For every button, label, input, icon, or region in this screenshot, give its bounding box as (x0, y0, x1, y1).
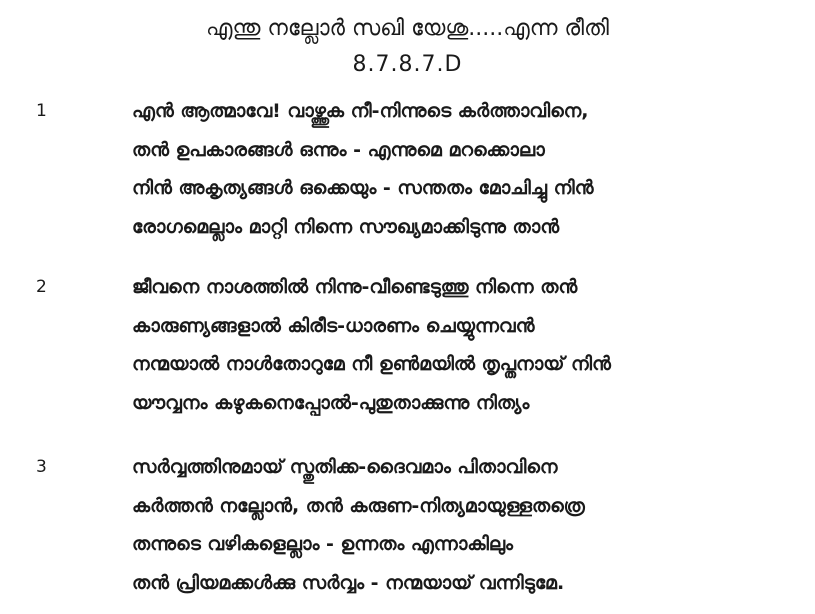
verse-line: എൻ ആത്മാവേ! വാഴ്ത്തുക നീ-നിന്നുടെ കർത്താവിനെ, (132, 100, 589, 122)
verse-line: തൻ ഉപകാരങ്ങൾ ഒന്നും - എന്നുമെ മറക്കൊലാ (132, 138, 545, 161)
verse-line: ജീവനെ നാശത്തിൽ നിന്നു-വീണ്ടെടുത്തു നിന്നെ തൻ (132, 276, 578, 298)
verse-line: തൻ പ്രിയമക്കൾക്കു സർവ്വം - നന്മയായ് വന്നിടുമേ. (132, 571, 565, 594)
verse-line: കാരുണ്യങ്ങളാൽ കിരീട-ധാരണം ചെയ്യുന്നവൻ (132, 314, 535, 337)
stanza-lines (132, 268, 802, 422)
verse-line: നിൻ അകൃത്യങ്ങൾ ഒക്കെയും - സന്തതം മോചിച്ചു നിൻ (132, 177, 594, 199)
stanza-lines (132, 92, 802, 246)
verse-line: രോഗമെല്ലാം മാറ്റി നിന്നെ സൗഖ്യമാക്കിടുന്നു താൻ (132, 215, 560, 238)
meter-label: 8.7.8.7.D (352, 52, 463, 77)
verse-line: കർത്തൻ നല്ലോൻ, തൻ കരുണ-നിത്യമായുള്ളതത്രെ (132, 494, 585, 517)
verse-line: നന്മയാൽ നാൾതോറുമേ നീ ഉൺമയിൽ തൃപ്തനായ് നിൻ (132, 353, 611, 375)
stanza-number: 2 (36, 277, 47, 297)
verse-line: തന്നുടെ വഴികളെല്ലാം - ഉന്നതം എന്നാകിലും (132, 533, 514, 555)
verse-line: സർവ്വത്തിനുമായ് സ്തുതിക്ക-ദൈവമാം പിതാവിനെ (132, 456, 558, 478)
stanza-number: 1 (36, 101, 47, 121)
stanza-number: 3 (36, 457, 47, 477)
tune-title: എന്തു നല്ലോർ സഖി യേശു.....എന്ന രീതി (206, 16, 609, 41)
verse-line: യൗവ്വനം കഴുകനെപ്പോൽ-പുതുതാക്കുന്നു നിത്യം (132, 391, 530, 414)
stanza-lines (132, 448, 802, 602)
